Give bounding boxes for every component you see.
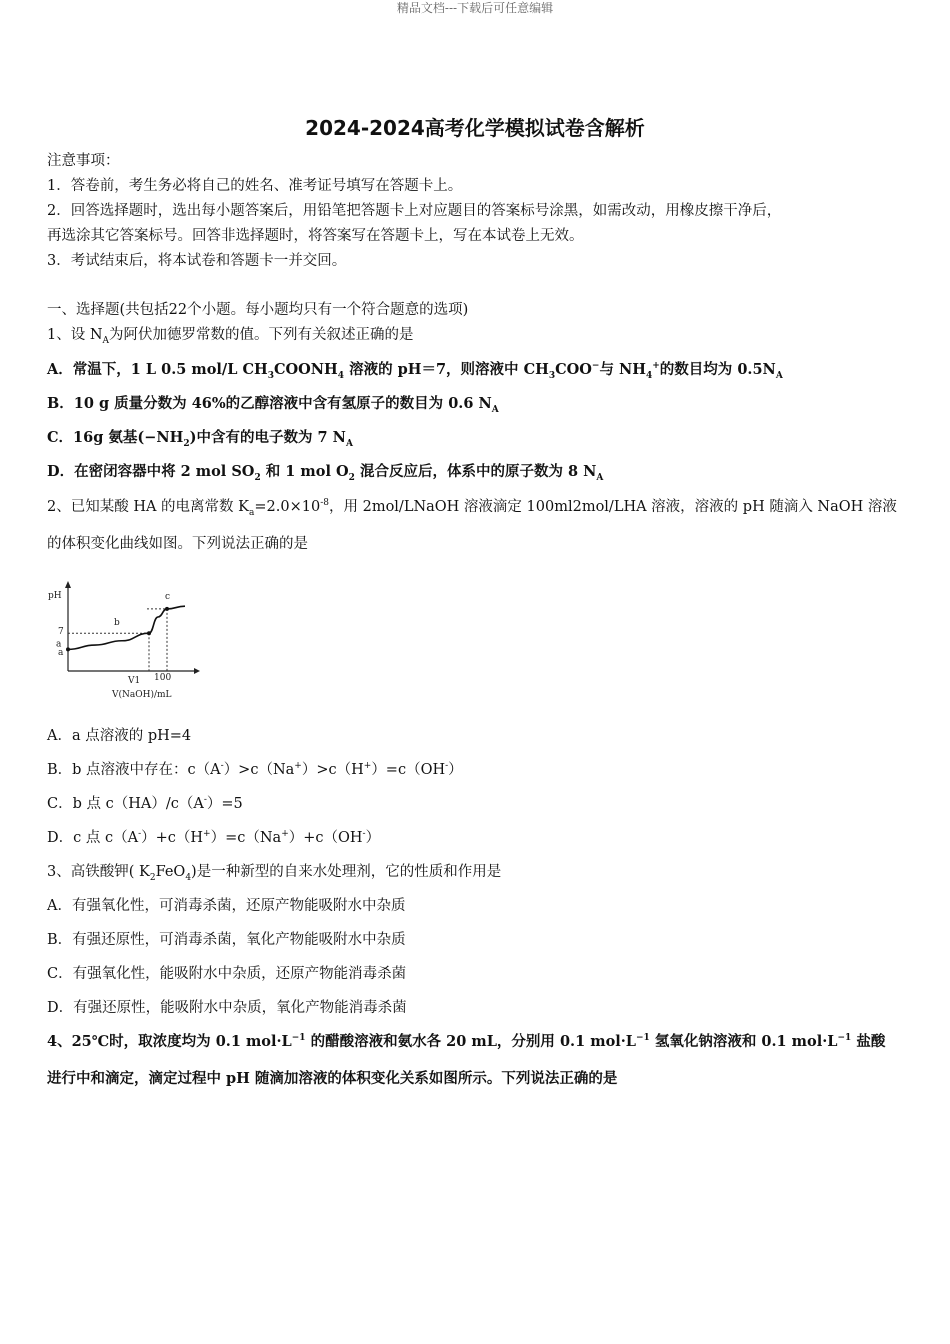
- data-point: [147, 631, 151, 635]
- question-1-option-c: C．16g 氨基$(-NH_2)$中含有的电子数为 7 $N_A$: [47, 429, 353, 449]
- x-tick-label: 100: [154, 673, 172, 683]
- question-2-option-d: D．c 点 c（A-）+c（H+）=c（Na+）+c（OH-）: [47, 829, 381, 846]
- page-title: 2024-2024高考化学模拟试卷含解析: [305, 116, 645, 140]
- question-2-option-a: A．a 点溶液的 pH=4: [47, 728, 192, 744]
- x-axis-arrow: [194, 668, 200, 674]
- question-3-option-d: D．有强还原性，能吸附水中杂质，氧化产物能消毒杀菌: [47, 1000, 407, 1016]
- question-3-option-a: A．有强氧化性，可消毒杀菌，还原产物能吸附水中杂质: [47, 898, 406, 914]
- point-label: b: [114, 618, 120, 629]
- question-2-option-b: B．b 点溶液中存在：c（A-）>c（Na+）>c（H+）=c（OH-）: [47, 761, 463, 778]
- notice-item: 3．考试结束后，将本试卷和答题卡一并交回。: [47, 253, 347, 269]
- question-1-option-d: D．在密闭容器中将 2 mol $SO_2$ 和 1 mol $O_2$ 混合反应后，体系中的原子数为 8 $N_A$: [47, 463, 604, 483]
- x-tick-label: V1: [128, 676, 141, 686]
- titration-curve: [68, 606, 185, 649]
- notice-item: 2．回答选择题时，选出每小题答案后，用铅笔把答题卡上对应题目的答案标号涂黑，如需改动，用橡皮擦干净后，: [47, 203, 782, 219]
- question-4-stem: 4、25℃时，取浓度均为 0.1 $mol\cdot L^{-1}$ 的醋酸溶液和氨水各 20 mL，分别用 0.1 $mol\cdot L^{-1}$ 氢氧化钠溶液和 0.1 $mol\cdot L^{-1}$ 盐酸: [47, 1033, 886, 1050]
- question-2-stem-cont: 的体积变化曲线如图。下列说法正确的是: [47, 536, 308, 552]
- section-heading: 一、选择题(共包括22个小题。每小题均只有一个符合题意的选项): [47, 302, 469, 318]
- y-tick-label: a: [58, 648, 64, 658]
- question-1-option-b: B．10 g 质量分数为 46%的乙醇溶液中含有氢原子的数目为 0.6 $N_A$: [47, 395, 499, 415]
- titration-chart: [44, 576, 204, 706]
- data-point: [66, 647, 70, 651]
- question-2-stem: 2、已知某酸 HA 的电离常数 $K_a=2.0\times 10^{-8}$，用 2mol/LNaOH 溶液滴定 100ml2mol/LHA 溶液，溶液的 pH 随滴入 NaOH 溶液: [47, 498, 897, 518]
- point-label: c: [165, 591, 171, 602]
- page-header: 精品文档---下载后可任意编辑: [396, 1, 554, 15]
- question-2-option-c: C．b 点 c（HA）/c（A-）=5: [47, 795, 243, 812]
- y-tick-label: 7: [58, 627, 64, 637]
- y-axis-arrow: [65, 581, 71, 588]
- question-1-option-a: A．常温下，1 L 0.5 mol/L $CH_3COONH_4$ 溶液的 pH＝7，则溶液中 $CH_3COO^-$与 $NH_4^+$的数目均为 $0.5N_A$: [47, 361, 783, 381]
- notice-item: 1．答卷前，考生务必将自己的姓名、准考证号填写在答题卡上。: [47, 178, 463, 194]
- question-3-option-b: B．有强还原性，可消毒杀菌，氧化产物能吸附水中杂质: [47, 932, 406, 948]
- question-4-stem-cont: 进行中和滴定，滴定过程中 pH 随滴加溶液的体积变化关系如图所示。下列说法正确的是: [47, 1070, 618, 1087]
- y-axis-label: pH: [48, 591, 62, 601]
- x-axis-label: V(NaOH)/mL: [112, 690, 172, 700]
- data-point: [165, 607, 169, 611]
- question-3-stem: 3、高铁酸钾( $K_2FeO_4$)是一种新型的自来水处理剂，它的性质和作用是: [47, 864, 502, 883]
- notice-heading: 注意事项：: [47, 153, 120, 169]
- notice-item: 再选涂其它答案标号。回答非选择题时，将答案写在答题卡上，写在本试卷上无效。: [47, 228, 584, 244]
- point-label: a: [56, 639, 62, 650]
- question-3-option-c: C．有强氧化性，能吸附水中杂质，还原产物能消毒杀菌: [47, 966, 407, 982]
- question-1-stem: 1、设 $N_A$为阿伏加德罗常数的值。下列有关叙述正确的是: [47, 327, 414, 346]
